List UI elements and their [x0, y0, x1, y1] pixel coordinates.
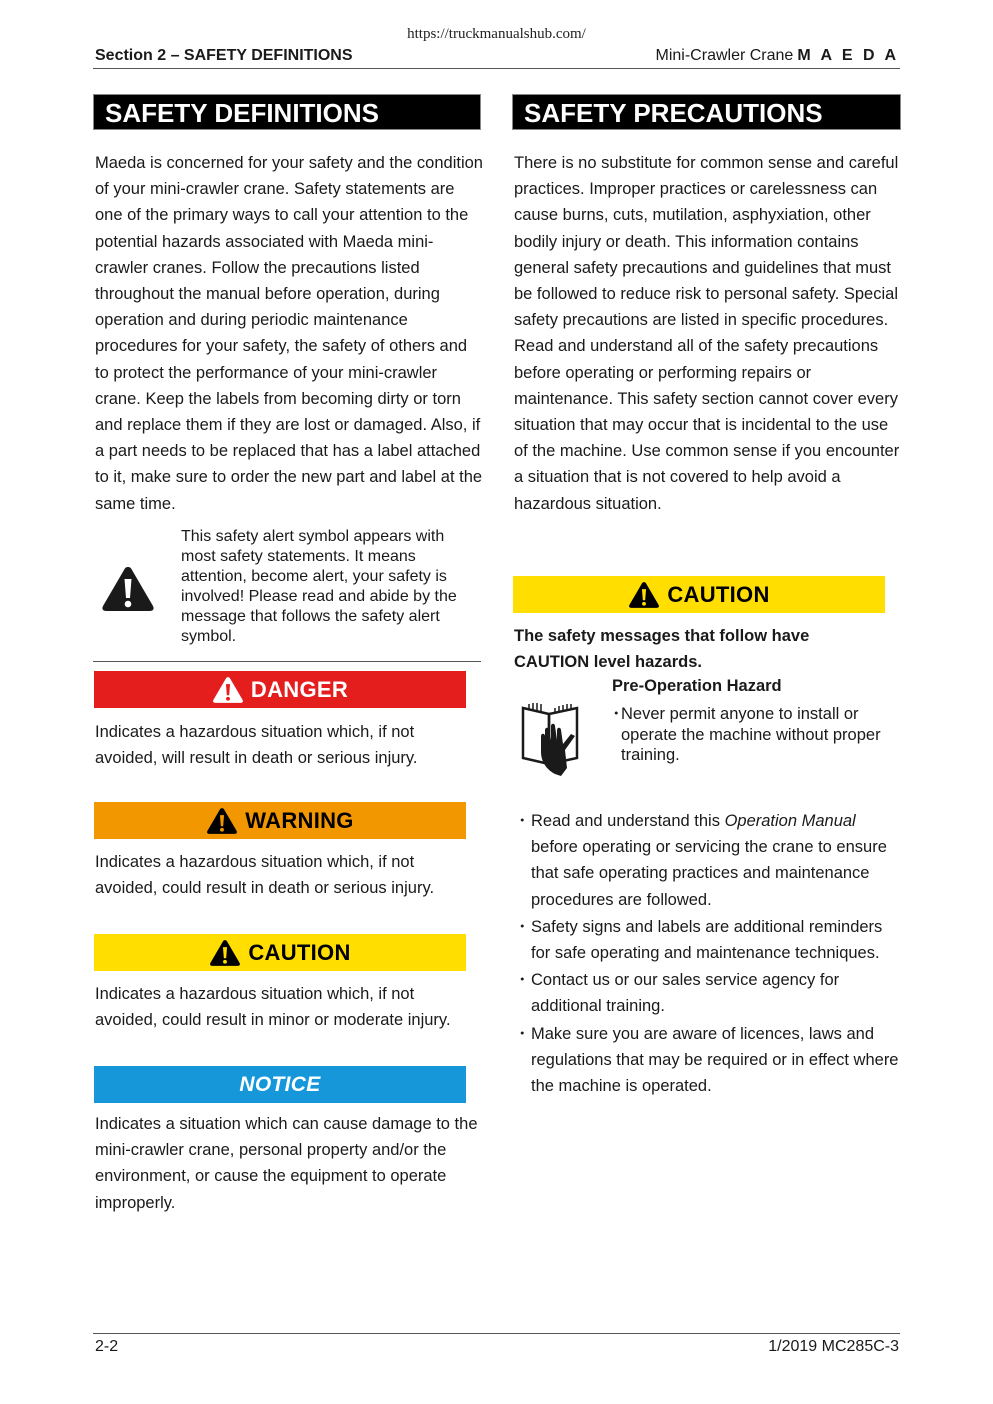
warning-banner [94, 802, 466, 839]
caution-banner [94, 934, 466, 971]
caution-alert-icon [209, 939, 241, 967]
notice-banner [94, 1066, 466, 1103]
page-number: 2-2 [95, 1338, 119, 1355]
header-rule [93, 68, 900, 69]
brand-name: M A E D A [797, 47, 899, 64]
bullet-dot: ・ [514, 917, 531, 936]
warning-label: WARNING [245, 807, 354, 833]
read-manual-icon [519, 700, 585, 778]
warning-description: Indicates a hazardous situation which, if not avoided, could result in death or serious injury. [95, 853, 435, 898]
first-bullet [608, 704, 893, 766]
bullet-text: Make sure you are aware of licences, laws and regulations that may be required or in effect where the machine is operated. [531, 1024, 899, 1096]
notice-label: NOTICE [239, 1072, 321, 1096]
list-item [514, 967, 904, 1019]
safety-precautions-title: SAFETY PRECAUTIONS [512, 94, 901, 130]
product-header [656, 47, 899, 65]
precautions-caution-banner [513, 576, 885, 613]
bullet-text: Safety signs and labels are additional reminders for safe operating and maintenance techniques. [531, 917, 883, 963]
precaution-bullets [514, 808, 904, 1100]
caution-description: Indicates a hazardous situation which, if not avoided, could result in minor or moderate injury. [95, 985, 451, 1030]
bullet-text: Contact us or our sales service agency for additional training. [531, 971, 840, 1016]
list-item [514, 914, 904, 966]
bullet-dot: ・ [514, 812, 531, 830]
first-bullet-text: Never permit anyone to install or operate the machine without proper training. [621, 705, 881, 764]
danger-description: Indicates a hazardous situation which, if not avoided, will result in death or serious injury. [95, 723, 418, 768]
warning-alert-icon [206, 807, 238, 835]
notice-description: Indicates a situation which can cause damage to the mini-crawler crane, personal property and/or the environment, or cause the equipment to operate improperly. [95, 1115, 478, 1212]
bullet-text-after: before operating or servicing the crane to ensure that safe operating practices and maintenance procedures are followed. [531, 838, 887, 909]
bullet-dot: ・ [514, 971, 531, 990]
definitions-intro: Maeda is concerned for your safety and the condition of your mini-crawler crane. Safety statements are one of the primary ways to call your attention to the potential hazards associated with Maeda mini-crawler cranes. Follow the precautions listed throughout the manual before operation, during operation and during periodic maintenance procedures for your safety, the safety of others and to protect the performance of your mini-crawler crane. Keep the labels from becoming dirty or torn and replace them if they are lost or damaged. Also, if a part needs to be replaced that has a label attached to it, make sure to order the new part and label at the same time. [95, 154, 483, 513]
precautions-caution-label: CAUTION [667, 581, 770, 607]
section-header: Section 2 – SAFETY DEFINITIONS [95, 47, 353, 64]
pre-operation-subhead: Pre-Operation Hazard [612, 677, 782, 695]
bullet-text-before: Read and understand this [531, 812, 725, 830]
safety-alert-icon [101, 565, 155, 613]
safety-alert-text: This safety alert symbol appears with most safety statements. It means attention, become alert, your safety is involved! Please read and abide by the message that follows the safety alert symbol. [181, 528, 457, 645]
list-item [514, 808, 904, 913]
safety-definitions-title: SAFETY DEFINITIONS [93, 94, 481, 130]
caution-intro: The safety messages that follow have CAUTION level hazards. [514, 627, 810, 671]
list-item [514, 1021, 904, 1100]
manual-title-emphasis: Operation Manual [724, 812, 856, 830]
footer-rule [93, 1333, 900, 1334]
danger-label: DANGER [250, 676, 349, 702]
danger-banner [94, 671, 466, 708]
bullet-dot: ・ [514, 1024, 531, 1043]
caution-label: CAUTION [248, 939, 351, 965]
product-name: Mini-Crawler Crane [655, 47, 794, 64]
document-id: 1/2019 MC285C-3 [768, 1338, 899, 1355]
precautions-intro: There is no substitute for common sense and careful practices. Improper practices or carelessness can cause burns, cuts, mutilation, asphyxiation, other bodily injury or death. This information contains general safety precautions and guidelines that must be followed to reduce risk to personal safety. Special safety precautions are listed in specific procedures. Read and understand all of the safety precautions before operating or performing repairs or maintenance. This safety section cannot cover every situation that may occur that is incidental to the use of the machine. Use common sense if you encounter a situation that is not covered to help avoid a hazardous situation. [514, 154, 900, 513]
precautions-caution-icon [628, 581, 660, 609]
section-rule [93, 661, 481, 662]
source-url: https://truckmanualshub.com/ [407, 26, 586, 42]
bullet-dot: ・ [608, 705, 625, 723]
danger-alert-icon [212, 676, 244, 704]
